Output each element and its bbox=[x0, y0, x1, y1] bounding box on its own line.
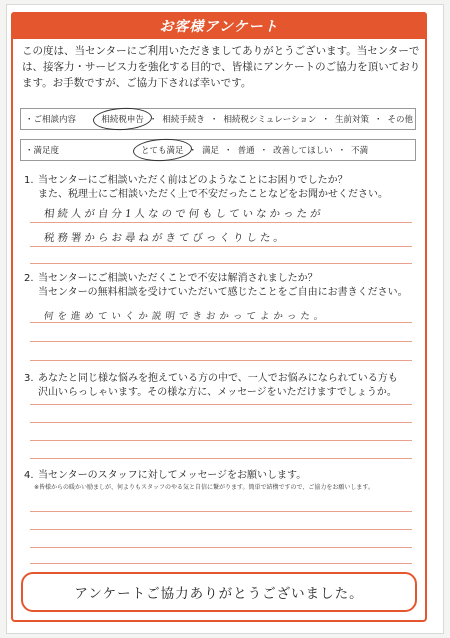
satisfaction-option-satisfied[interactable]: 満足 bbox=[202, 146, 220, 156]
question-4-line-1: 当センターのスタッフに対してメッセージをお願いします。 bbox=[38, 470, 307, 481]
answer-4-rule[interactable] bbox=[30, 529, 412, 530]
satisfaction-option-dissatisfied[interactable]: 不満 bbox=[351, 146, 369, 156]
answer-4-rule[interactable] bbox=[30, 547, 412, 548]
answer-1-line-1: 相続人が自分1人なので何もしていなかったが bbox=[43, 208, 325, 220]
consult-type-label: ・ご相談内容 bbox=[25, 115, 77, 125]
answer-1-rule[interactable] bbox=[30, 222, 412, 223]
answer-3-rule[interactable] bbox=[30, 404, 412, 405]
question-2 bbox=[24, 272, 419, 300]
thanks-message: アンケートご協力ありがとうございました。 bbox=[74, 586, 364, 602]
answer-1-line-2: 税務署からお尋ねがきてびっくりした。 bbox=[43, 232, 288, 244]
consult-option-other[interactable]: その他 bbox=[387, 115, 413, 125]
answer-1-rule[interactable] bbox=[30, 246, 412, 247]
thanks-box bbox=[21, 572, 417, 612]
question-4-note: ※皆様からの暖かい励ましが、何よりもスタッフのやる気と自信に繋がります。簡単で結構ですので、ご協力をお願いします。 bbox=[34, 484, 374, 491]
answer-4-rule[interactable] bbox=[30, 511, 412, 512]
consult-option-estate-planning[interactable]: 生前対策 bbox=[334, 115, 369, 125]
satisfaction-option-very-satisfied[interactable]: とても満足 bbox=[141, 146, 184, 156]
consult-option-tax-simulation[interactable]: 相続税シミュレーション bbox=[223, 115, 317, 125]
answer-2-line-1: 何を進めていくか説明できおかってよかった。 bbox=[43, 311, 328, 322]
answer-2-rule[interactable] bbox=[30, 360, 412, 361]
question-1-number: 1. bbox=[24, 175, 34, 186]
consult-option-inheritance-tax-return[interactable]: 相続税申告 bbox=[101, 115, 144, 125]
answer-3-rule[interactable] bbox=[30, 458, 412, 459]
answer-2-rule[interactable] bbox=[30, 322, 412, 323]
intro-text: この度は、当センターにご利用いただきましてありがとうございます。当センターでは、接客力・サービス力を強化する目的で、皆様にアンケートのご協力を頂いております。お手数ですが、ご協力下されば幸いです。 bbox=[22, 45, 421, 89]
question-1-line-1: 当センターにご相談いただく前はどのようなことにお困りでしたか？ bbox=[38, 175, 348, 186]
answer-3-rule[interactable] bbox=[30, 440, 412, 441]
question-3-number: 3. bbox=[24, 373, 34, 384]
answer-2-rule[interactable] bbox=[30, 341, 412, 342]
survey-title: お客様アンケート bbox=[159, 18, 279, 35]
satisfaction-field: ・満足度 とても満足 ・ 満足 ・ 普通 ・ 改善してほしい ・ 不満 bbox=[20, 139, 416, 161]
question-3-line-2: 沢山いらっしゃいます。その様な方に、メッセージをいただけますでしょうか。 bbox=[38, 387, 397, 398]
satisfaction-option-needs-improvement[interactable]: 改善してほしい bbox=[273, 146, 333, 156]
question-3 bbox=[24, 372, 419, 400]
satisfaction-option-normal[interactable]: 普通 bbox=[237, 146, 255, 156]
answer-1-rule[interactable] bbox=[30, 263, 412, 264]
answer-4-rule[interactable] bbox=[30, 563, 412, 564]
question-1 bbox=[24, 174, 419, 202]
question-1-line-2: また、税理士にご相談いただく上で不安だったことなどをお聞かせください。 bbox=[38, 189, 388, 200]
question-4 bbox=[24, 469, 419, 493]
question-2-line-1: 当センターにご相談いただくことで不安は解消されましたか？ bbox=[38, 273, 318, 284]
title-bar bbox=[11, 12, 427, 39]
question-3-line-1: あなたと同じ様な悩みを抱えている方の中で、一人でお悩みになられている方も bbox=[38, 373, 398, 384]
consult-option-inheritance-procedure[interactable]: 相続手続き bbox=[162, 115, 205, 125]
answer-3-rule[interactable] bbox=[30, 422, 412, 423]
question-2-number: 2. bbox=[24, 273, 34, 284]
satisfaction-label: ・満足度 bbox=[25, 146, 60, 156]
question-2-line-2: 当センターの無料相談を受けていただいて感じたことをご自由にお書きください。 bbox=[38, 287, 408, 298]
consult-type-field: ・ご相談内容 相続税申告 ・ 相続手続き ・ 相続税シミュレーション ・ 生前対策 ・ その他 bbox=[20, 108, 416, 130]
question-4-number: 4. bbox=[24, 470, 34, 481]
